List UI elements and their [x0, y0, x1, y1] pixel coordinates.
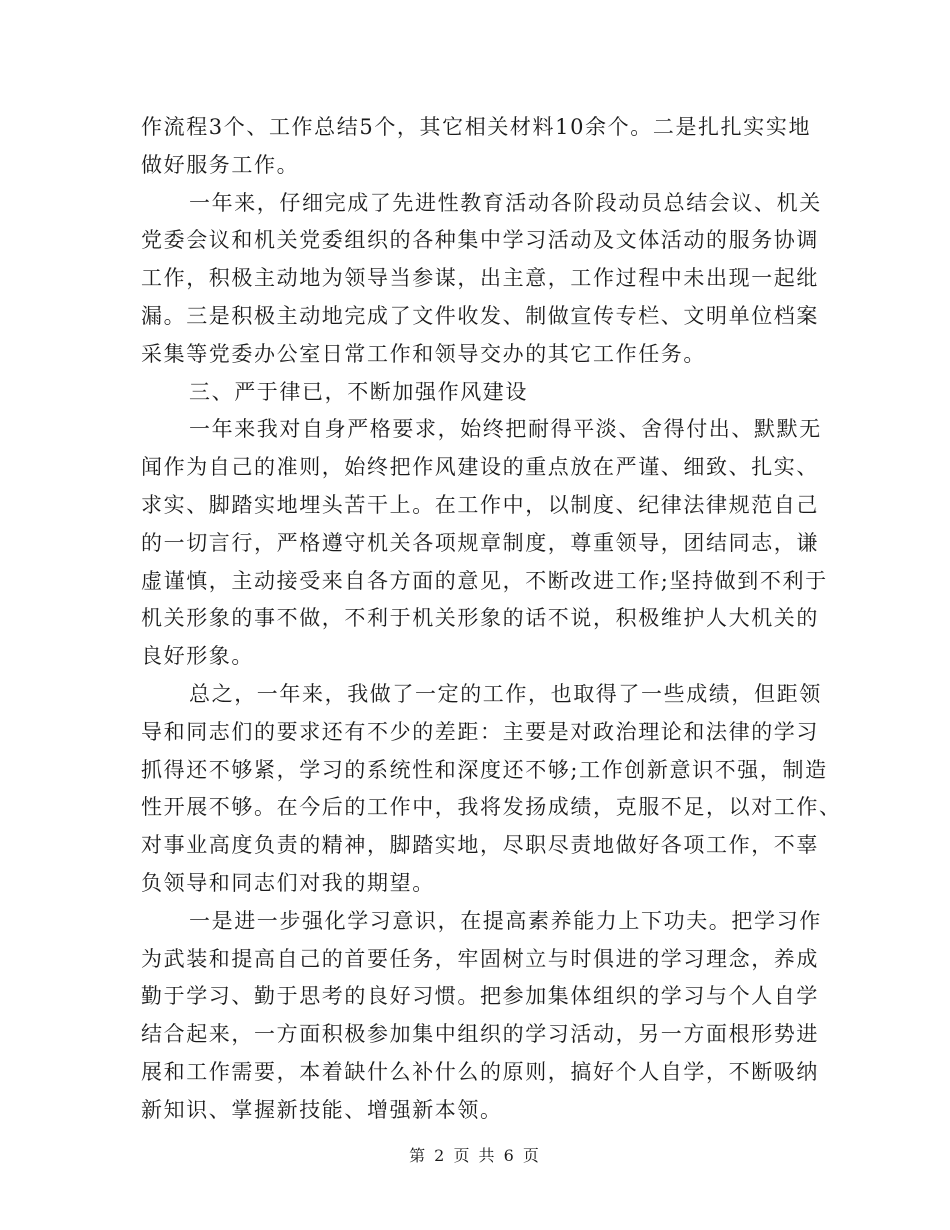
text-line: 做好服务工作。 — [141, 152, 300, 177]
text-line: 漏。三是积极主动地完成了文件收发、制做宣传专栏、文明单位档案 — [141, 303, 819, 328]
text-line: 勤于学习、勤于思考的良好习惯。把参加集体组织的学习与个人自学 — [141, 984, 819, 1009]
section-heading: 三、严于律已，不断加强作风建设 — [189, 379, 528, 404]
document-body — [141, 109, 842, 1130]
paragraph-start-line: 一年来，仔细完成了先进性教育活动各阶段动员总结会议、机关 — [189, 190, 822, 215]
page-number-footer: 第 2 页 共 6 页 — [409, 1146, 541, 1165]
text-line: 良好形象。 — [141, 644, 254, 669]
text-line: 的一切言行，严格遵守机关各项规章制度，尊重领导，团结同志，谦 — [141, 530, 819, 555]
paragraph-start-line: 总之，一年来，我做了一定的工作，也取得了一些成绩，但距领 — [189, 681, 822, 706]
text-line: 作流程3个、工作总结5个，其它相关材料10余个。二是扎扎实实地 — [141, 115, 812, 139]
text-line: 结合起来，一方面积极参加集中组织的学习活动，另一方面根形势进 — [141, 1022, 819, 1047]
text-line: 机关形象的事不做，不利于机关形象的话不说，积极维护人大机关的 — [141, 606, 819, 631]
text-line: 性开展不够。在今后的工作中，我将发扬成绩，克服不足，以对工作、 — [141, 795, 842, 820]
text-line: 新知识、掌握新技能、增强新本领。 — [141, 1097, 503, 1122]
text-line: 展和工作需要，本着缺什么补什么的原则，搞好个人自学，不断吸纳 — [141, 1059, 819, 1084]
text-line: 虚谨慎，主动接受来自各方面的意见，不断改进工作;坚持做到不利于 — [141, 568, 828, 593]
text-line: 为武装和提高自己的首要任务，牢固树立与时俱进的学习理念，养成 — [141, 946, 819, 971]
text-line: 采集等党委办公室日常工作和领导交办的其它工作任务。 — [141, 341, 706, 366]
paragraph-start-line: 一是进一步强化学习意识，在提高素养能力上下功夫。把学习作 — [189, 908, 822, 933]
text-line: 党委会议和机关党委组织的各种集中学习活动及文体活动的服务协调 — [141, 228, 819, 253]
text-line: 导和同志们的要求还有不少的差距：主要是对政治理论和法律的学习 — [141, 719, 819, 744]
text-line: 负领导和同志们对我的期望。 — [141, 870, 435, 895]
paragraph-start-line: 一年来我对自身严格要求，始终把耐得平淡、舍得付出、默默无 — [189, 417, 822, 442]
text-line: 工作，积极主动地为领导当参谋，出主意，工作过程中未出现一起纰 — [141, 266, 819, 291]
text-line: 闻作为自己的准则，始终把作风建设的重点放在严谨、细致、扎实、 — [141, 455, 819, 480]
text-line: 对事业高度负责的精神，脚踏实地，尽职尽责地做好各项工作，不辜 — [141, 833, 819, 858]
text-line: 求实、脚踏实地埋头苦干上。在工作中，以制度、纪律法律规范自己 — [141, 492, 819, 517]
text-line: 抓得还不够紧，学习的系统性和深度还不够;工作创新意识不强，制造 — [141, 757, 828, 782]
